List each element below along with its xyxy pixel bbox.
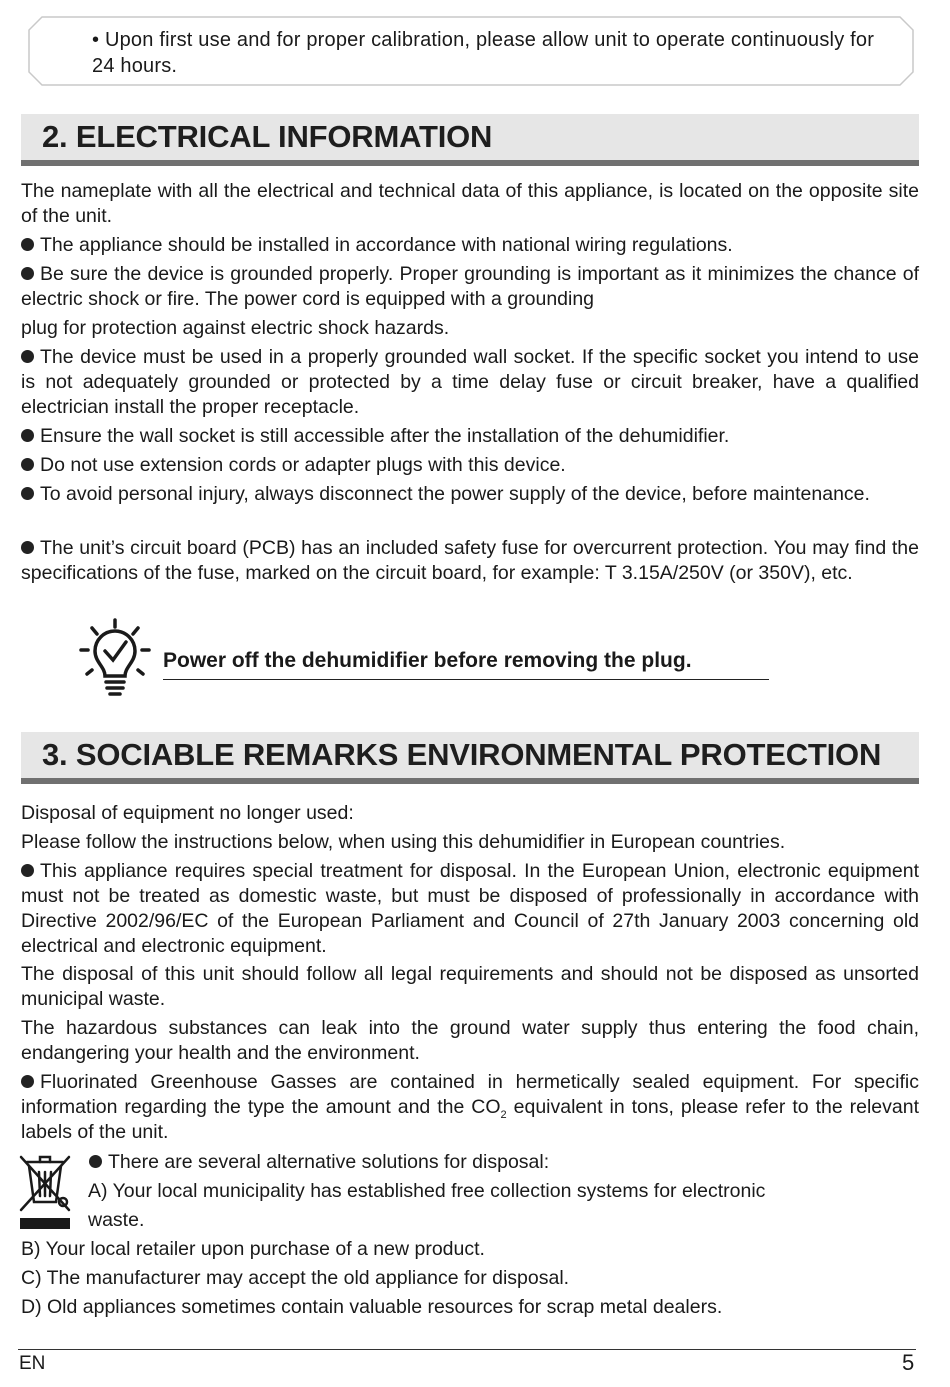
option-d: D) Old appliances sometimes contain valuable resources for scrap metal dealers.	[21, 1296, 723, 1318]
disposal-options-bullet: There are several alternative solutions for disposal:	[89, 1150, 919, 1175]
electrical-bullet-1: The appliance should be installed in accordance with national wiring regulations.	[21, 233, 919, 258]
bullet-dot	[21, 487, 34, 500]
bullet-dot	[89, 1155, 102, 1168]
bullet-dot	[21, 267, 34, 280]
footer-divider	[18, 1349, 916, 1350]
bullet-dot	[21, 238, 34, 251]
bullet-dot	[21, 350, 34, 363]
electrical-bullet-2-continued: plug for protection against electric shock hazards.	[21, 317, 450, 339]
disposal-hazard: The hazardous substances can leak into the ground water supply thus entering the food chain, endangering your health and the environment.	[21, 1017, 919, 1064]
disposal-legal: The disposal of this unit should follow all legal requirements and should not be disposed as unsorted municipal waste.	[21, 963, 919, 1010]
option-b: B) Your local retailer upon purchase of a new product.	[21, 1238, 485, 1260]
electrical-bullet-4: Ensure the wall socket is still accessible after the installation of the dehumidifier.	[21, 424, 919, 449]
electrical-bullet-5: Do not use extension cords or adapter plugs with this device.	[21, 453, 919, 478]
bullet-dot	[21, 541, 34, 554]
page-number: 5	[902, 1350, 915, 1375]
disposal-intro: Disposal of equipment no longer used:	[21, 802, 354, 824]
electrical-bullet-3: The device must be used in a properly grounded wall socket. If the specific socket you intend to use is not adequately grounded or protected by a time delay fuse or circuit breaker, have a qualified electrician install the proper receptacle.	[21, 346, 919, 418]
section-2-heading	[21, 114, 919, 166]
bullet-dot	[21, 429, 34, 442]
power-off-warning: Power off the dehumidifier before removing the plug.	[163, 647, 769, 680]
section-3-title: 3. SOCIABLE REMARKS ENVIRONMENTAL PROTECTION	[42, 737, 882, 772]
option-c: C) The manufacturer may accept the old appliance for disposal.	[21, 1267, 570, 1289]
bullet-dot	[21, 1075, 34, 1088]
disposal-bullet-1: This appliance requires special treatment for disposal. In the European Union, electronic equipment must not be treated as domestic waste, but must be disposed of professionally in accordance with Directive 2002/96/EC of the European Parliament and Council of 27th January 2003 concerning old electrical and electronic equipment.	[21, 860, 919, 957]
electrical-intro: The nameplate with all the electrical and technical data of this appliance, is located on the opposite site of the unit.	[21, 180, 919, 227]
option-a-line-2: waste.	[88, 1209, 145, 1231]
electrical-bullet-2: Be sure the device is grounded properly. Proper grounding is important as it minimizes the chance of electric shock or fire. The power cord is equipped with a grounding	[21, 263, 919, 310]
bullet-dot	[21, 864, 34, 877]
crossed-bin-icon	[18, 1152, 74, 1232]
lightbulb-check-icon	[78, 618, 152, 698]
section-3-heading	[21, 732, 919, 784]
electrical-bullet-7: The unit’s circuit board (PCB) has an included safety fuse for overcurrent protection. You may find the specifications of the fuse, marked on the circuit board, for example: T 3.15A/250V (or 350V), etc.	[21, 537, 919, 584]
calibration-note	[28, 16, 914, 86]
fluorinated-gases-bullet: Fluorinated Greenhouse Gasses are contained in hermetically sealed equipment. For specific information regarding the type the amount and the $CO_2$ equivalent in tons, please refer to the relevant labels of the unit.	[21, 1071, 920, 1143]
option-a-line-1: A) Your local municipality has established free collection systems for electronic	[88, 1180, 766, 1202]
calibration-note-text: • Upon first use and for proper calibration, please allow unit to operate continuously for 24 hours.	[92, 29, 875, 77]
bullet-dot	[21, 458, 34, 471]
footer-language: EN	[19, 1353, 46, 1374]
section-2-title: 2. ELECTRICAL INFORMATION	[42, 119, 493, 154]
electrical-bullet-6: To avoid personal injury, always disconnect the power supply of the device, before maintenance.	[21, 482, 919, 507]
disposal-instructions: Please follow the instructions below, when using this dehumidifier in European countries.	[21, 831, 786, 853]
